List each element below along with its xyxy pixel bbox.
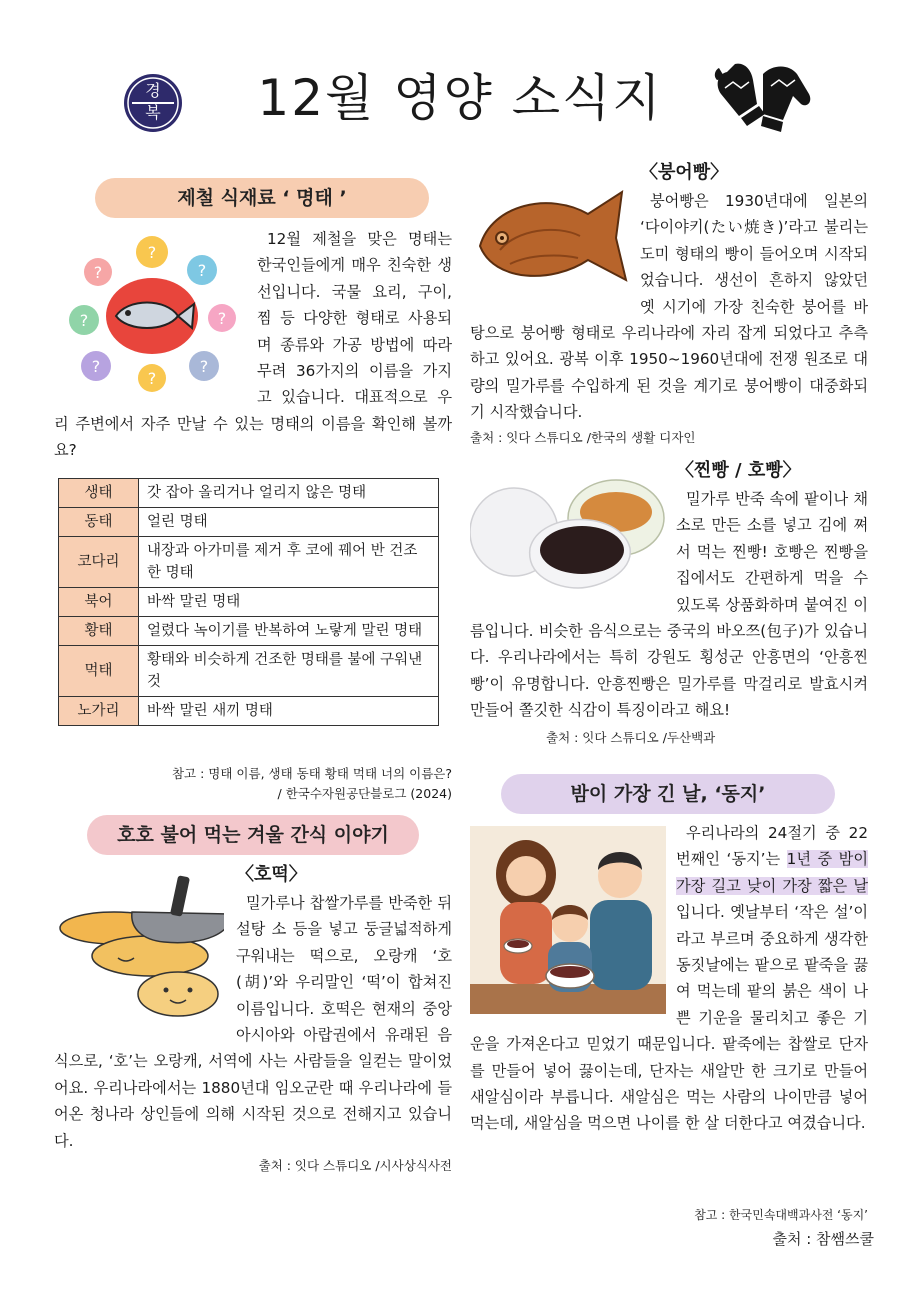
- namtae-heading: 제철 식재료 ‘ 명태 ’: [95, 178, 429, 218]
- dongji-text-after: 입니다. 옛날부터 ‘작은 설’이라고 부르며 중요하게 생각한 동짓날에는 팥으로 팥죽을 끓여 먹는데 팥의 붉은 색이 나쁜 기운을 물리치고 좋은 기운을 가져온다고 믿었기 때문입니다. 팥죽에는 찹쌀로 단자를 만들어 넣어 끓이는데, 단자는 새알만 한 크기로 만들어 새알심이라 부릅니다. 새알심은 먹는 사람의 나이만큼 넣어 먹는데, 새알심을 먹으면 나이를 한 살 더한다고 여겼습니다.: [470, 903, 868, 1133]
- page-credit: 출처 : 참쌤쓰쿨: [772, 1230, 874, 1248]
- table-row: [59, 479, 439, 508]
- page-title: 12월 영양 소식지: [257, 69, 663, 127]
- table-row: [59, 697, 439, 726]
- hotteok-source: 출처 : 잇다 스튜디오 /시사상식사전: [258, 1158, 452, 1174]
- namtae-table: [58, 478, 439, 726]
- jjinppang-title: 〈찐빵 / 호빵〉: [676, 460, 801, 481]
- logo-text: 경복: [145, 81, 161, 122]
- dongji-section: [470, 820, 868, 1137]
- bungeo-section: [470, 160, 868, 448]
- namtae-section: [54, 226, 452, 464]
- hotteok-text: 밀가루나 찹쌀가루를 반죽한 뒤 설탕 소 등을 넣고 둥글넓적하게 구워내는 떡으로, 오랑캐 ‘호(胡)’와 우리말인 ‘떡’이 합쳐진 이름입니다. 호떡은 현재의 중앙아시아와 아랍권에서 유래된 음식으로, ‘호’는 오랑캐, 서역에 사는 사람들을 일컫는 말이었어요. 우리나라에서는 1880년대 임오군란 때 우리나라에 들어온 청나라 상인들에 의해 시작된 것으로 전해지고 있습니다.: [54, 894, 452, 1150]
- table-cell-name: 노가리: [59, 697, 139, 726]
- namtae-table-wrap: [58, 478, 439, 726]
- dongji-reference: 참고 : 한국민속대백과사전 ‘동지’: [694, 1208, 868, 1222]
- table-row: [59, 646, 439, 697]
- svg-text:?: ?: [147, 369, 157, 388]
- svg-text:?: ?: [147, 243, 157, 262]
- dongji-text-before: 우리나라의 24절기 중 22번째인 ‘동지’는: [676, 824, 868, 869]
- namtae-reference: [58, 764, 452, 804]
- bungeo-source: 출처 : 잇다 스튜디오 /한국의 생활 디자인: [470, 429, 696, 445]
- table-cell-desc: 얼린 명태: [139, 508, 439, 537]
- fish-question-illustration: [54, 228, 249, 393]
- svg-text:?: ?: [217, 309, 227, 328]
- hotteok-illustration: [54, 868, 230, 1028]
- svg-text:?: ?: [199, 357, 209, 376]
- table-cell-desc: 황태와 비슷하게 건조한 명태를 불에 구워낸 것: [139, 646, 439, 697]
- svg-text:?: ?: [93, 263, 103, 282]
- namtae-ref-line2: / 한국수자원공단블로그 (2024): [277, 786, 452, 801]
- svg-text:?: ?: [79, 311, 89, 330]
- table-row: [59, 537, 439, 588]
- table-cell-desc: 얼렸다 녹이기를 반복하여 노랗게 말린 명태: [139, 617, 439, 646]
- table-cell-desc: 갓 잡아 올리거나 얼리지 않은 명태: [139, 479, 439, 508]
- table-cell-name: 먹태: [59, 646, 139, 697]
- jjinppang-text: 밀가루 반죽 속에 팥이나 채소로 만든 소를 넣고 김에 쪄서 먹는 찐빵! 호빵은 찐빵을 집에서도 간편하게 먹을 수 있도록 상품화하며 붙여진 이름입니다. 비슷한 음식으로는 중국의 바오쯔(包子)가 있습니다. 우리나라에서는 특히 강원도 횡성군 안흥면의 ‘안흥찐빵’이 유명합니다. 안흥찐빵은 밀가루를 막걸리로 발효시켜 만들어 쫄깃한 식감이 특징이라고 해요!: [470, 490, 868, 720]
- table-row: [59, 588, 439, 617]
- table-cell-name: 동태: [59, 508, 139, 537]
- namtae-intro: 12월 제철을 맞은 명태는 한국인들에게 매우 친숙한 생선입니다. 국물 요리, 구이, 찜 등 다양한 형태로 사용되며 종류와 가공 방법에 따라 무려 36가지의 이름을 가지고 있습니다. 대표적으로 우리 주변에서 자주 만날 수 있는 명태의 이름을 확인해 볼까요?: [54, 230, 452, 460]
- namtae-ref-line1: 참고 : 명태 이름, 생태 동태 황태 먹태 너의 이름은?: [171, 766, 452, 781]
- jjinppang-source: 출처 : 잇다 스튜디오 /두산백과: [546, 729, 716, 745]
- table-cell-desc: 바싹 말린 명태: [139, 588, 439, 617]
- table-row: [59, 508, 439, 537]
- snack-heading: 호호 불어 먹는 겨울 간식 이야기: [87, 815, 419, 855]
- bungeoppang-illustration: [470, 174, 634, 306]
- table-cell-name: 생태: [59, 479, 139, 508]
- bungeo-title: 〈붕어빵〉: [640, 162, 729, 183]
- svg-text:?: ?: [197, 261, 207, 280]
- hotteok-title: 〈호떡〉: [236, 864, 307, 885]
- table-cell-name: 코다리: [59, 537, 139, 588]
- jjinppang-illustration: [470, 470, 670, 598]
- svg-text:?: ?: [91, 357, 101, 376]
- hotteok-section: [54, 862, 452, 1176]
- bungeo-text: 붕어빵은 1930년대에 일본의 ‘다이야키(たい焼き)’라고 불리는 도미 형태의 빵이 들어오며 시작되었습니다. 생선이 흔하지 않았던 옛 시기에 가장 친숙한 붕어를 바탕으로 붕어빵 형태로 우리나라에 자리 잡게 되었다고 추측하고 있어요. 광복 이후 1950~1960년대에 전쟁 원조로 대량의 밀가루를 수입하게 된 것을 계기로 붕어빵이 대중화되기 시작했습니다.: [470, 192, 868, 422]
- table-cell-name: 황태: [59, 617, 139, 646]
- dongji-text-highlight: 1년 중 밤이 가장 길고 낮이 가장 짧은 날: [676, 850, 868, 895]
- dongji-heading: 밤이 가장 긴 날, ‘동지’: [501, 774, 835, 814]
- mittens-icon: [713, 56, 813, 142]
- table-cell-desc: 내장과 아가미를 제거 후 코에 꿰어 반 건조한 명태: [139, 537, 439, 588]
- table-row: [59, 617, 439, 646]
- table-cell-name: 북어: [59, 588, 139, 617]
- family-eating-illustration: [470, 826, 668, 1016]
- jjinppang-section: [470, 458, 868, 748]
- table-cell-desc: 바싹 말린 새끼 명태: [139, 697, 439, 726]
